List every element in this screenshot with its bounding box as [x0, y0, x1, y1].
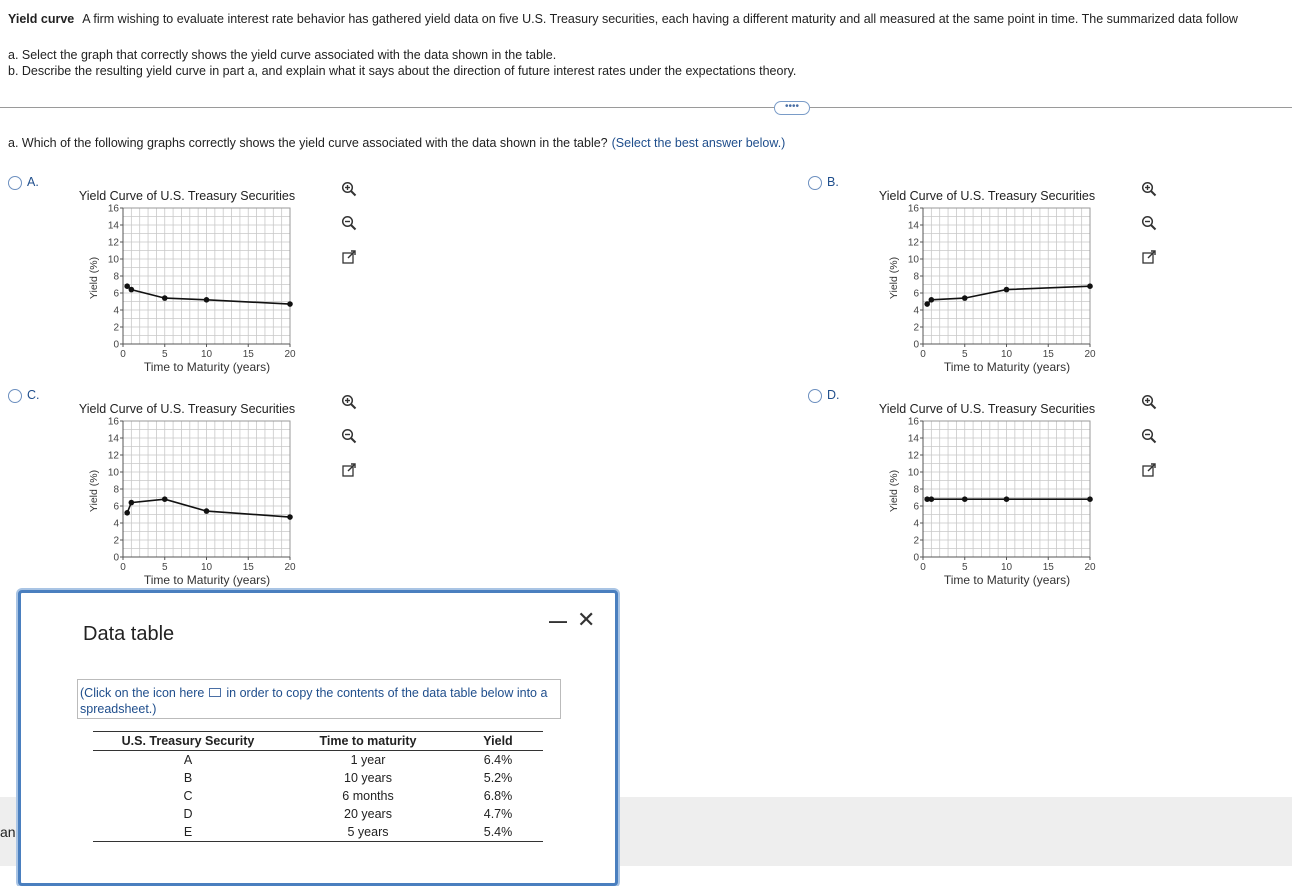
- option-a-label: A.: [27, 175, 39, 189]
- zoom-out-icon[interactable]: [340, 427, 358, 445]
- data-table-popup: [18, 590, 618, 886]
- x-tick-label: 15: [1042, 562, 1054, 573]
- x-tick-label: 15: [1042, 349, 1054, 360]
- y-tick-label: 2: [913, 535, 919, 547]
- zoom-in-icon[interactable]: [1140, 180, 1158, 198]
- y-tick-label: 16: [107, 203, 119, 215]
- y-tick-label: 10: [107, 254, 119, 266]
- x-axis-label: Time to Maturity (years): [143, 360, 271, 374]
- cell-yield: 6.4%: [483, 753, 513, 767]
- copy-table-icon[interactable]: [209, 688, 221, 697]
- table-row: [93, 751, 543, 770]
- y-tick-label: 16: [907, 203, 919, 215]
- chart-grid: [123, 208, 290, 344]
- y-tick-label: 12: [107, 237, 119, 249]
- cell-yield: 4.7%: [483, 807, 513, 821]
- close-button[interactable]: ✕: [577, 607, 596, 632]
- data-point: [1087, 283, 1093, 289]
- y-tick-label: 12: [107, 450, 119, 462]
- option-b-radio[interactable]: [808, 176, 822, 190]
- chart-option-b: [870, 182, 1110, 377]
- y-axis-label: Yield (%): [888, 469, 900, 513]
- data-point: [924, 301, 930, 307]
- x-tick-label: 5: [161, 349, 168, 360]
- x-axis-label: Time to Maturity (years): [943, 360, 1071, 374]
- y-tick-label: 4: [113, 305, 119, 317]
- cell-security: A: [183, 753, 193, 767]
- y-tick-label: 4: [913, 305, 919, 317]
- chart-title: Yield Curve of U.S. Treasury Securities: [78, 402, 296, 416]
- data-point: [287, 514, 293, 520]
- data-point: [929, 297, 935, 303]
- zoom-in-icon[interactable]: [1140, 393, 1158, 411]
- data-point: [287, 301, 293, 307]
- x-tick-label: 0: [920, 562, 926, 573]
- x-tick-label: 15: [242, 349, 254, 360]
- data-point: [204, 297, 210, 303]
- popup-title: Data table: [83, 623, 175, 645]
- y-tick-label: 10: [907, 254, 919, 266]
- data-point: [162, 496, 168, 502]
- table-header-row: [93, 732, 543, 751]
- expand-icon[interactable]: [340, 248, 358, 266]
- y-axis-label: Yield (%): [88, 256, 100, 300]
- data-point: [124, 510, 130, 516]
- chart-title: Yield Curve of U.S. Treasury Securities: [78, 189, 296, 203]
- data-point: [929, 496, 935, 502]
- data-point: [962, 496, 968, 502]
- option-b-label: B.: [827, 175, 839, 189]
- option-d-label: D.: [827, 388, 840, 402]
- x-tick-label: 20: [284, 562, 296, 573]
- more-button[interactable]: ••••: [774, 101, 810, 115]
- column-header-yield: Yield: [453, 732, 543, 751]
- y-tick-label: 0: [913, 552, 919, 564]
- problem-title: Yield curve: [8, 12, 75, 26]
- x-tick-label: 0: [120, 349, 126, 360]
- y-tick-label: 2: [113, 322, 119, 334]
- x-tick-label: 10: [1000, 562, 1013, 573]
- y-tick-label: 6: [913, 501, 919, 513]
- zoom-out-icon[interactable]: [1140, 427, 1158, 445]
- y-tick-label: 6: [113, 501, 119, 513]
- copy-instructions: [77, 679, 561, 719]
- cell-maturity: 5 years: [283, 823, 453, 842]
- table-row: [93, 787, 543, 805]
- x-tick-label: 20: [1084, 349, 1096, 360]
- data-point: [129, 500, 135, 506]
- x-axis-label: Time to Maturity (years): [143, 573, 271, 587]
- chart-title: Yield Curve of U.S. Treasury Securities: [878, 189, 1096, 203]
- cell-security: C: [183, 789, 193, 803]
- chart-grid: [923, 421, 1090, 557]
- y-tick-label: 0: [113, 339, 119, 351]
- table-row: [93, 805, 543, 823]
- question-prompt: [8, 136, 785, 150]
- y-tick-label: 4: [913, 518, 919, 530]
- part-a-text: a. Select the graph that correctly shows the yield curve associated with the data shown in the table.: [8, 48, 557, 62]
- x-tick-label: 5: [161, 562, 168, 573]
- y-tick-label: 10: [907, 467, 919, 479]
- data-point: [1004, 496, 1010, 502]
- x-tick-label: 10: [200, 349, 213, 360]
- cell-security: D: [183, 807, 193, 821]
- option-d-radio[interactable]: [808, 389, 822, 403]
- data-table: [93, 731, 543, 842]
- zoom-in-icon[interactable]: [340, 393, 358, 411]
- data-point: [962, 295, 968, 301]
- x-tick-label: 5: [961, 562, 968, 573]
- x-tick-label: 5: [961, 349, 968, 360]
- y-tick-label: 4: [113, 518, 119, 530]
- data-point: [162, 295, 168, 301]
- y-tick-label: 12: [907, 237, 919, 249]
- y-tick-label: 14: [107, 433, 119, 445]
- x-tick-label: 20: [1084, 562, 1096, 573]
- table-row: [93, 823, 543, 842]
- divider: [0, 107, 1292, 108]
- option-c-radio[interactable]: [8, 389, 22, 403]
- x-tick-label: 20: [284, 349, 296, 360]
- question-text: a. Which of the following graphs correctly shows the yield curve associated with the data shown in the table?: [8, 136, 608, 150]
- cell-maturity: 1 year: [350, 753, 386, 767]
- y-axis-label: Yield (%): [888, 256, 900, 300]
- column-header-maturity: Time to maturity: [283, 732, 453, 751]
- y-tick-label: 14: [907, 433, 919, 445]
- y-tick-label: 0: [113, 552, 119, 564]
- chart-option-a: [70, 182, 310, 377]
- chart-grid: [123, 421, 290, 557]
- data-point: [129, 287, 135, 293]
- cell-yield: 5.4%: [453, 823, 543, 842]
- y-tick-label: 8: [913, 271, 919, 283]
- copy-text-before: (Click on the icon here: [80, 686, 205, 700]
- x-tick-label: 10: [1000, 349, 1013, 360]
- y-tick-label: 8: [113, 271, 119, 283]
- expand-icon[interactable]: [1140, 461, 1158, 479]
- option-a-radio[interactable]: [8, 176, 22, 190]
- x-tick-label: 10: [200, 562, 213, 573]
- zoom-out-icon[interactable]: [340, 214, 358, 232]
- y-axis-label: Yield (%): [88, 469, 100, 513]
- part-b-text: b. Describe the resulting yield curve in part a, and explain what it says about the direction of future interest rates under the expectations theory.: [8, 64, 797, 78]
- chart-grid: [923, 208, 1090, 344]
- y-tick-label: 16: [907, 416, 919, 428]
- y-tick-label: 14: [107, 220, 119, 232]
- problem-text: A firm wishing to evaluate interest rate behavior has gathered yield data on five U.S. Treasury securities, each having a different maturity and all measured at the same point in time. The summarized data follow: [82, 12, 1238, 26]
- data-point: [1087, 496, 1093, 502]
- y-tick-label: 16: [107, 416, 119, 428]
- y-tick-label: 6: [913, 288, 919, 300]
- data-point: [1004, 287, 1010, 293]
- cell-maturity: 20 years: [344, 807, 392, 821]
- copy-text-after: in order to copy the contents of the data table below into a spreadsheet.): [80, 686, 548, 716]
- problem-parts: [8, 47, 796, 79]
- chart-option-d: [870, 395, 1110, 590]
- x-axis-label: Time to Maturity (years): [943, 573, 1071, 587]
- x-tick-label: 0: [920, 349, 926, 360]
- cell-maturity: 6 months: [342, 789, 394, 803]
- cell-yield: 6.8%: [483, 789, 513, 803]
- y-tick-label: 12: [907, 450, 919, 462]
- cell-maturity: 10 years: [344, 771, 392, 785]
- y-tick-label: 6: [113, 288, 119, 300]
- minimize-button[interactable]: —: [549, 611, 567, 631]
- cell-yield: 5.2%: [483, 771, 513, 785]
- table-row: [93, 769, 543, 787]
- y-tick-label: 8: [913, 484, 919, 496]
- problem-header: [8, 12, 1238, 26]
- answer-label: an: [0, 824, 16, 840]
- expand-icon[interactable]: [340, 461, 358, 479]
- chart-title: Yield Curve of U.S. Treasury Securities: [878, 402, 1096, 416]
- chart-option-c: [70, 395, 310, 590]
- y-tick-label: 14: [907, 220, 919, 232]
- zoom-out-icon[interactable]: [1140, 214, 1158, 232]
- y-tick-label: 8: [113, 484, 119, 496]
- y-tick-label: 0: [913, 339, 919, 351]
- y-tick-label: 2: [113, 535, 119, 547]
- cell-security: B: [183, 771, 193, 785]
- column-header-security: U.S. Treasury Security: [93, 732, 283, 751]
- expand-icon[interactable]: [1140, 248, 1158, 266]
- x-tick-label: 15: [242, 562, 254, 573]
- cell-security: E: [93, 823, 283, 842]
- y-tick-label: 10: [107, 467, 119, 479]
- zoom-in-icon[interactable]: [340, 180, 358, 198]
- question-hint: (Select the best answer below.): [611, 136, 786, 150]
- x-tick-label: 0: [120, 562, 126, 573]
- y-tick-label: 2: [913, 322, 919, 334]
- option-c-label: C.: [27, 388, 40, 402]
- data-point: [204, 508, 210, 514]
